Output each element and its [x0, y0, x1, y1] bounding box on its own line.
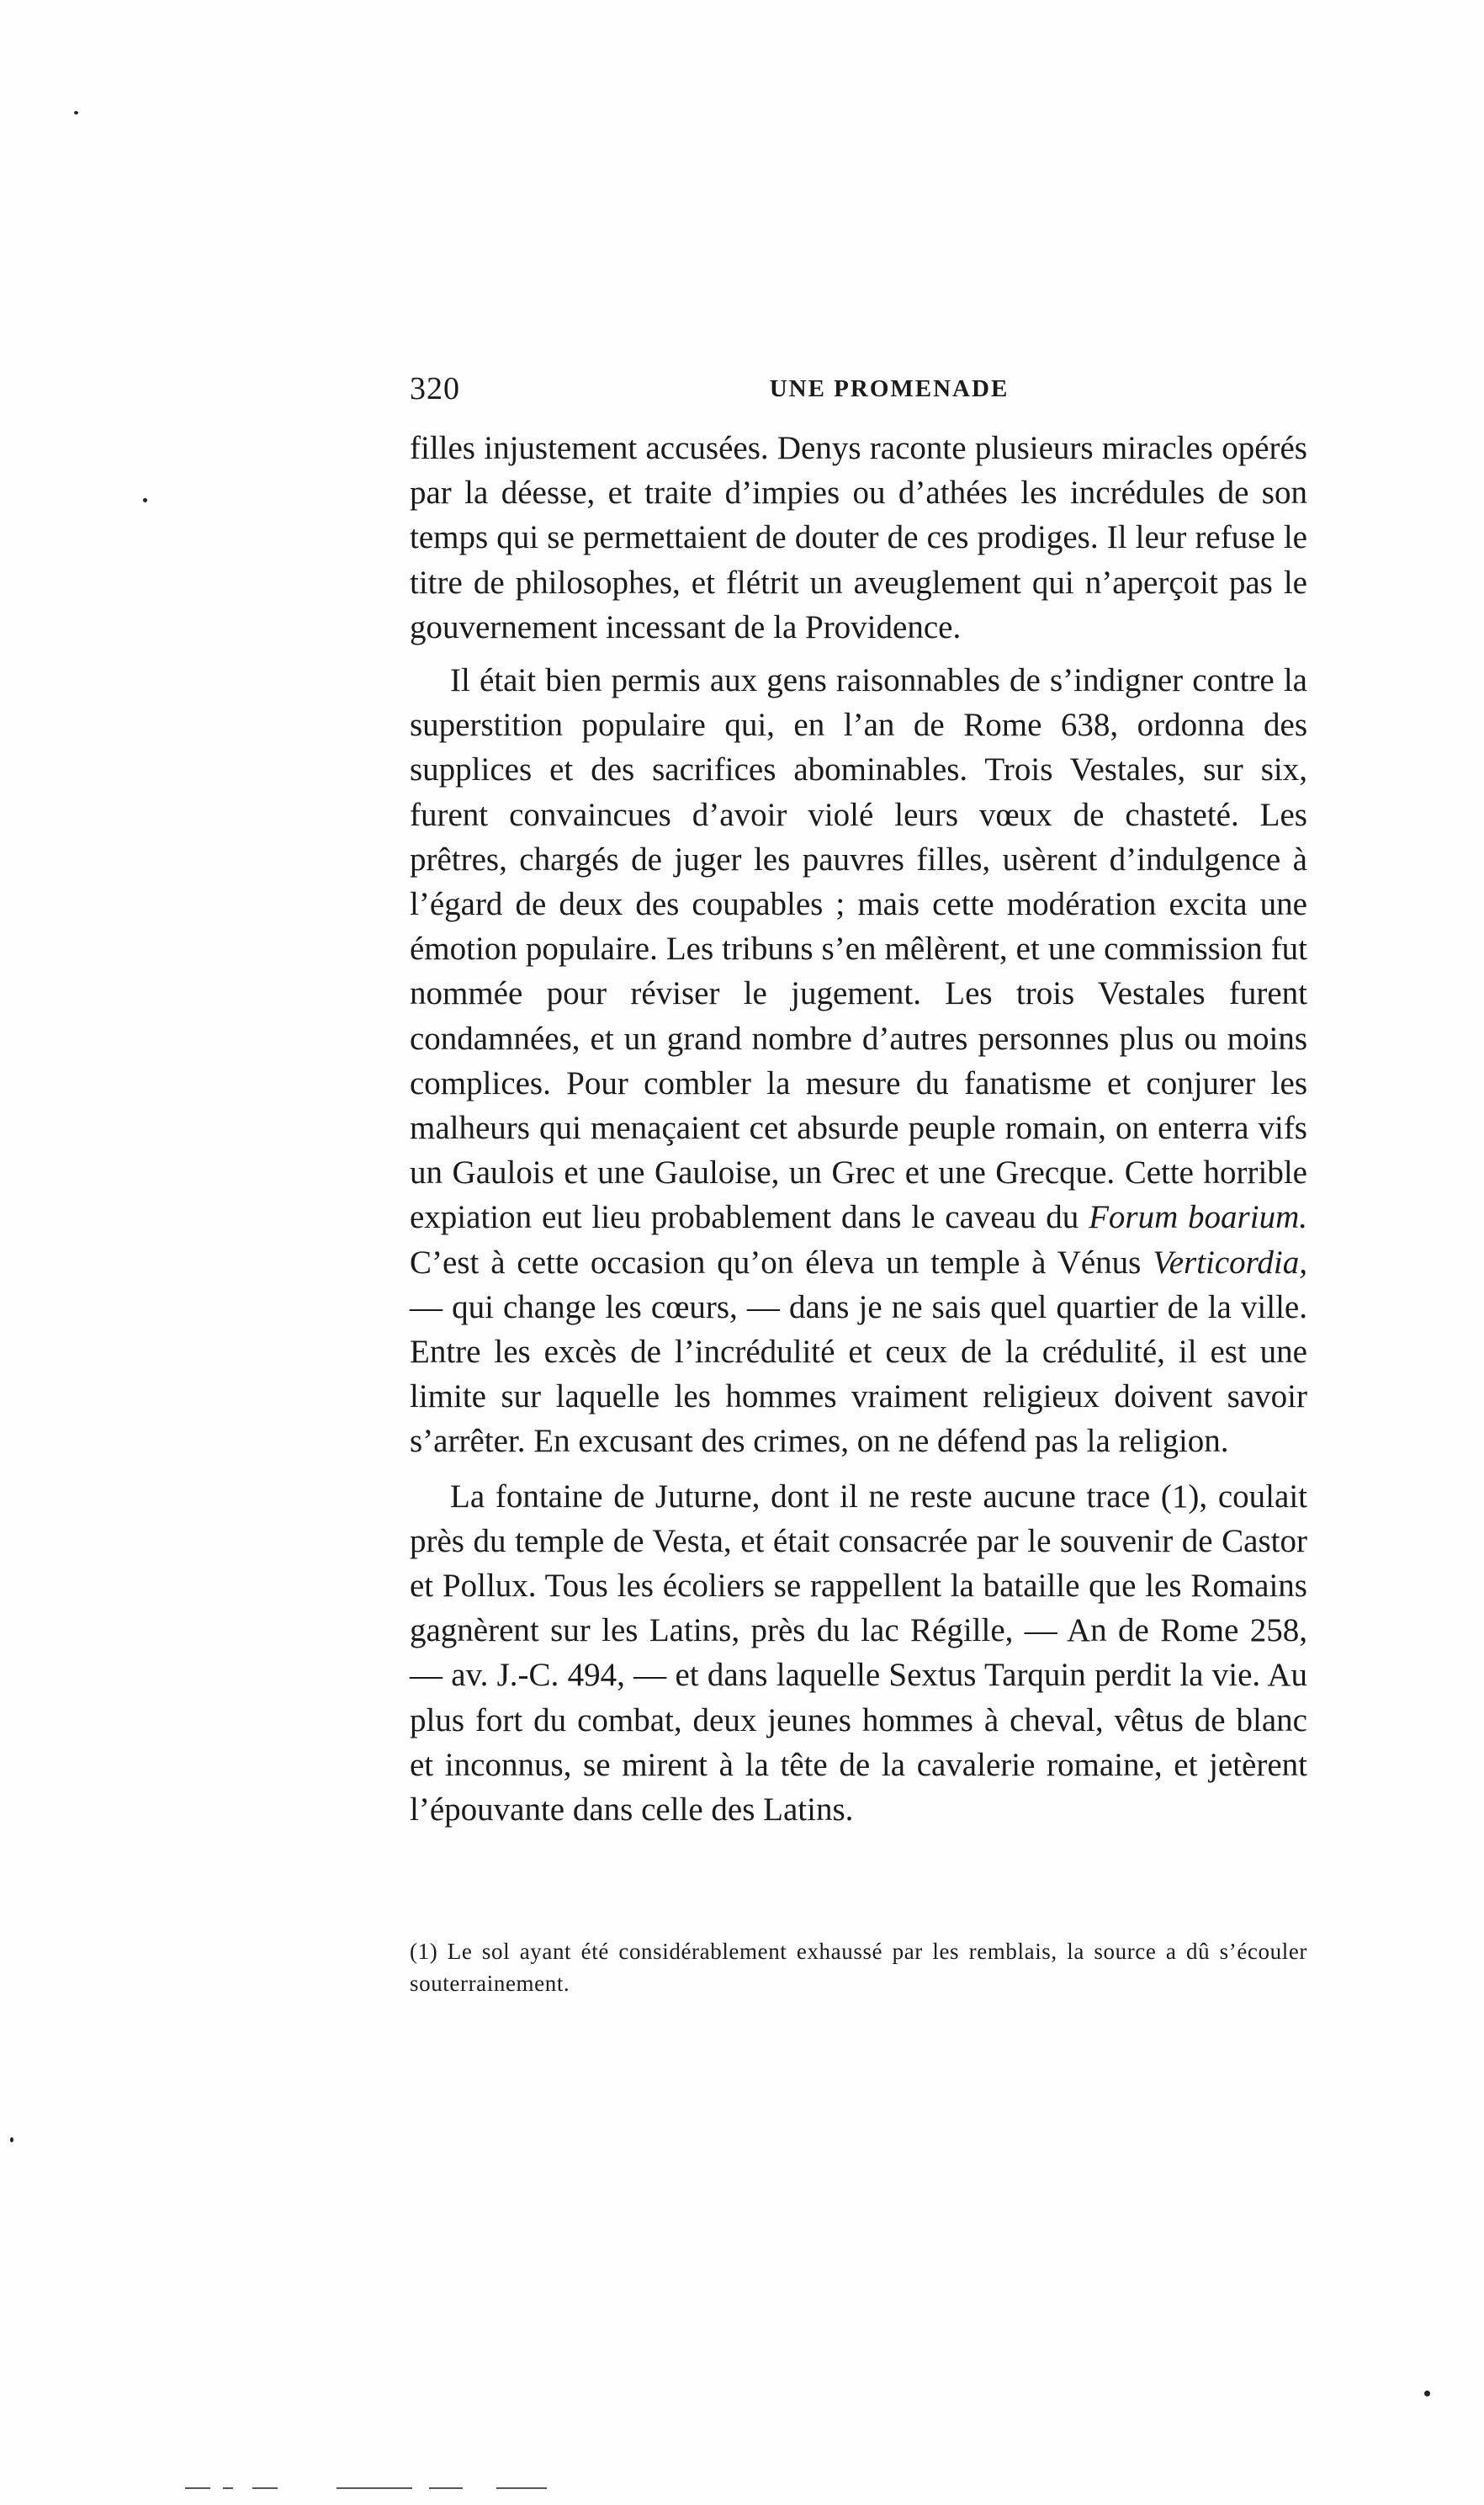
scan-bottom-mark	[185, 2487, 210, 2489]
scan-speck	[74, 111, 78, 114]
paragraph-2-part-b: C’est à cette occasion qu’on éleva un temple à Vénus	[410, 1244, 1153, 1281]
scan-bottom-mark	[252, 2487, 278, 2489]
paragraph-2	[410, 658, 1307, 1464]
running-head: UNE PROMENADE	[769, 375, 1010, 402]
scan-speck	[143, 498, 147, 502]
scan-speck	[1424, 2391, 1430, 2396]
scan-bottom-mark	[337, 2487, 412, 2489]
scan-speck	[10, 2137, 13, 2142]
paragraph-2-part-c: — qui change les cœurs, — dans je ne sais quel quartier de la ville. Entre les excès de l’incrédulité et ceux de la crédulité, il est une limite sur laquelle les hommes vraiment religieux doivent savoir s’arrêter. En excusant des crimes, on ne défend pas la religion.	[410, 1288, 1307, 1460]
verticordia-italic: Verticordia,	[1153, 1244, 1307, 1281]
page-number: 320	[410, 371, 460, 406]
scan-bottom-mark	[496, 2487, 547, 2489]
page-header	[410, 370, 1307, 421]
scan-bottom-mark	[429, 2487, 463, 2489]
main-text	[410, 426, 1307, 1832]
scan-bottom-mark	[223, 2487, 233, 2489]
paragraph-3: La fontaine de Juturne, dont il ne reste aucune trace (1), coulait près du temple de Vesta, et était consacrée par le souvenir de Castor et Pollux. Tous les écoliers se rappellent la bataille que les Romains gagnèrent sur les Latins, près du lac Régille, — An de Rome 258, — av. J.-C. 494, — et dans laquelle Sextus Tarquin perdit la vie. Au plus fort du combat, deux jeunes hommes à cheval, vêtus de blanc et inconnus, se mirent à la tête de la cavalerie romaine, et jetèrent l’épouvante dans celle des Latins.	[410, 1478, 1307, 1828]
paragraph-1: filles injustement accusées. Denys raconte plusieurs miracles opérés par la déesse, et traite d’impies ou d’athées les incrédules de son temps qui se permettaient de douter de ces prodiges. Il leur refuse le titre de philosophes, et flétrit un aveuglement qui n’aperçoit pas le gouvernement incessant de la Providence.	[410, 430, 1307, 645]
forum-boarium-italic: Forum boarium.	[1089, 1199, 1307, 1236]
paragraph-2-part-a: Il était bien permis aux gens raisonnables de s’indigner contre la superstition populaire qui, en l’an de Rome 638, ordonna des supplices et des sacrifices abominables. Trois Vestales, sur six, furent convaincues d’avoir violé leurs vœux de chasteté. Les prêtres, chargés de juger les pauvres filles, usèrent d’indulgence à l’égard de deux des coupables ; mais cette modération excita une émotion populaire. Les tribuns s’en mêlèrent, et une commission fut nommée pour réviser le jugement. Les trois Vestales furent condamnées, et un grand nombre d’autres personnes plus ou moins complices. Pour combler la mesure du fanatisme et conjurer les malheurs qui menaçaient cet absurde peuple romain, on enterra vifs un Gaulois et une Gauloise, un Grec et une Grecque. Cette horrible expiation eut lieu probablement dans le caveau du	[410, 662, 1307, 1236]
footnote: (1) Le sol ayant été considérablement exhaussé par les remblais, la source a dû s’écouler souterrainement.	[410, 1939, 1307, 1996]
